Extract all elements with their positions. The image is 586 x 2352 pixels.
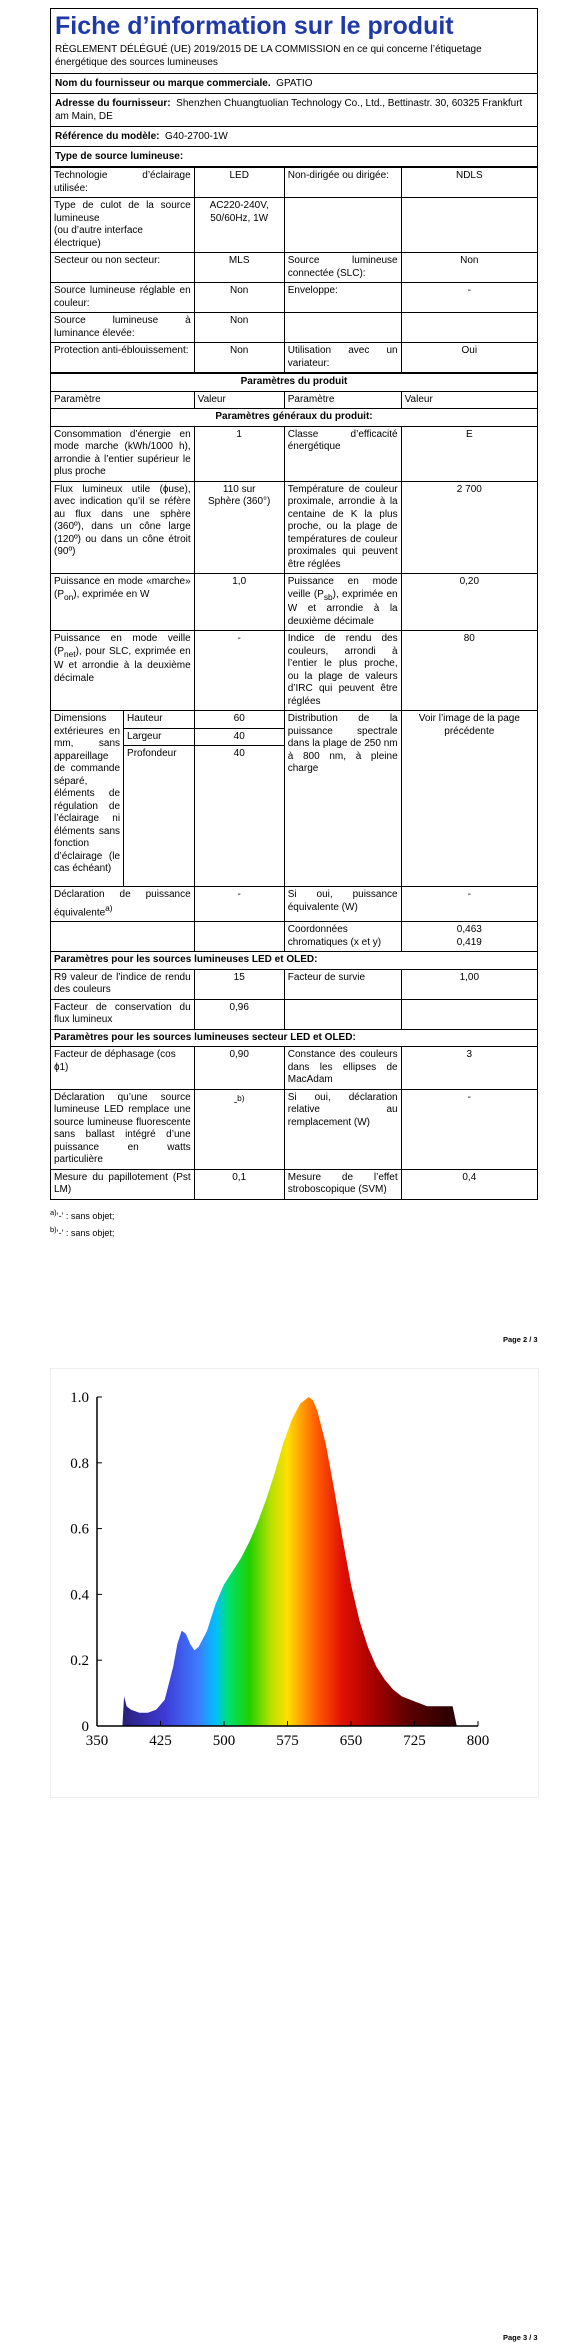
- footnote-b-ref: b): [237, 1092, 245, 1103]
- table-row: [51, 887, 538, 922]
- equivalent-power-if-yes-value: -: [401, 887, 537, 922]
- lumen-maintenance-value: 0,96: [194, 999, 284, 1029]
- replacement-claim-value: [194, 1089, 284, 1169]
- title-box: [50, 8, 538, 74]
- footnote-b-text: ‘-’ : sans objet;: [56, 1227, 115, 1238]
- footnote-a-text: ‘-’ : sans objet;: [56, 1210, 115, 1221]
- footnote-a-mark: a): [50, 1207, 57, 1217]
- x-tick-label: 800: [466, 1733, 490, 1749]
- spectral-distribution-label: Distribution de la puissance spectrale dans la plage de 250 nm à 800 nm, à pleine charge: [284, 711, 401, 887]
- chromaticity-value: [401, 922, 537, 952]
- column-header-value-2: Valeur: [401, 391, 537, 409]
- colour-tuneable-value: Non: [194, 283, 284, 313]
- table-row: [51, 168, 538, 198]
- cap-type-value-line1: AC220-240V,: [209, 200, 269, 211]
- height-value: 60: [194, 711, 284, 729]
- cct-value: 2 700: [401, 481, 537, 574]
- footnotes: [50, 1206, 538, 1240]
- source-type-heading: Type de source lumineuse:: [50, 147, 538, 167]
- depth-label: Profondeur: [124, 746, 195, 763]
- flicker-label: Mesure du papillotement (Pst LM): [51, 1169, 195, 1199]
- equivalent-power-value: -: [194, 887, 284, 922]
- model-value: G40-2700-1W: [165, 131, 228, 142]
- empty-cell: [51, 922, 195, 952]
- x-tick-label: 350: [85, 1733, 109, 1749]
- technology-value: LED: [194, 168, 284, 198]
- table-row: [51, 1169, 538, 1199]
- y-tick-label: 0.2: [70, 1653, 89, 1670]
- column-header-param-2: Paramètre: [284, 391, 401, 409]
- page-number-3: Page 3 / 3: [503, 2333, 538, 2342]
- networked-standby-label: [51, 631, 195, 711]
- networked-standby-label-post: ), pour SLC, exprimée en W et arrondie à la deuxième décimale: [54, 645, 191, 684]
- cap-type-value: [194, 198, 284, 253]
- cri-value: 80: [401, 631, 537, 711]
- x-tick-label: 575: [276, 1733, 299, 1749]
- supplier-address-row: [50, 94, 538, 127]
- footnote-a-ref: a): [105, 902, 113, 913]
- y-tick-label: 0.6: [70, 1521, 89, 1538]
- table-row: [51, 1047, 538, 1090]
- table-row: [51, 574, 538, 631]
- x-tick-label: 725: [403, 1733, 426, 1749]
- product-information-sheet: [50, 8, 538, 1240]
- stroboscopic-label: Mesure de l’effet stroboscopique (SVM): [284, 1169, 401, 1199]
- standby-power-label-sub: sb: [323, 591, 333, 602]
- table-row: [51, 391, 538, 409]
- product-parameters-table: [50, 373, 538, 1200]
- column-header-param: Paramètre: [51, 391, 195, 409]
- colour-consistency-value: 3: [401, 1047, 537, 1090]
- empty-cell: [284, 999, 401, 1029]
- replacement-claim-value-text: -: [233, 1097, 238, 1109]
- replacement-claim-label: Déclaration qu’une source lumineuse LED remplace une source lumineuse fluorescente sans ballast intégré d’une puissance en watts particulière: [51, 1089, 195, 1169]
- mains-led-parameters-heading: Paramètres pour les sources lumineuses secteur LED et OLED:: [51, 1029, 538, 1047]
- table-row: [51, 374, 538, 392]
- regulation-text: RÈGLEMENT DÉLÉGUÉ (UE) 2019/2015 DE LA COMMISSION en ce qui concerne l’étiquetage énergétique des sources lumineuses: [55, 44, 482, 68]
- empty-cell: [284, 198, 401, 253]
- on-mode-power-label-post: ), exprimée en W: [73, 588, 150, 600]
- led-parameters-heading: Paramètres pour les sources lumineuses LED et OLED:: [51, 952, 538, 970]
- mains-label: Secteur ou non secteur:: [51, 253, 195, 283]
- table-row: [51, 999, 538, 1029]
- table-row: [51, 253, 538, 283]
- table-row: [51, 313, 538, 343]
- flicker-value: 0,1: [194, 1169, 284, 1199]
- high-luminance-label: Source lumineuse à luminance élevée:: [51, 313, 195, 343]
- on-mode-power-label-sub: on: [64, 591, 74, 602]
- table-row: [51, 283, 538, 313]
- displacement-factor-value: 0,90: [194, 1047, 284, 1090]
- height-label: Hauteur: [124, 711, 195, 729]
- table-row: [51, 631, 538, 711]
- table-row: [51, 952, 538, 970]
- cri-label: Indice de rendu des couleurs, arrondi à l’entier le plus proche, ou la plage de valeurs d’IRC qui peuvent être réglées: [284, 631, 401, 711]
- supplier-name-label: Nom du fournisseur ou marque commerciale.: [55, 78, 271, 89]
- equivalent-power-label-text: Déclaration de puissance équivalente: [54, 889, 191, 918]
- empty-cell: [124, 763, 195, 887]
- table-row: [51, 1029, 538, 1047]
- x-tick-label: 650: [339, 1733, 363, 1749]
- page-number-2: Page 2 / 3: [503, 1335, 538, 1344]
- empty-cell: [401, 999, 537, 1029]
- column-header-value: Valeur: [194, 391, 284, 409]
- mains-value: MLS: [194, 253, 284, 283]
- width-value: 40: [194, 728, 284, 746]
- on-mode-power-value: 1,0: [194, 574, 284, 631]
- useful-flux-value-line2: Sphère (360°): [208, 496, 271, 507]
- equivalent-power-if-yes-label: Si oui, puissance équivalente (W): [284, 887, 401, 922]
- footnote-b-mark: b): [50, 1224, 57, 1234]
- networked-standby-label-text: Puissance en mode veille (P: [54, 633, 191, 657]
- displacement-factor-label: Facteur de déphasage (cos ɸ1): [51, 1047, 195, 1090]
- cap-type-label: [51, 198, 195, 253]
- energy-class-label: Classe d’efficacité énergétique: [284, 426, 401, 481]
- colour-tuneable-label: Source lumineuse réglable en couleur:: [51, 283, 195, 313]
- supplier-address-label: Adresse du fournisseur:: [55, 98, 171, 109]
- y-tick-label: 0.4: [70, 1587, 89, 1604]
- envelope-value: -: [401, 283, 537, 313]
- depth-value: 40: [194, 746, 284, 763]
- x-tick-label: 425: [149, 1733, 172, 1749]
- table-row: [51, 426, 538, 481]
- energy-class-value: E: [401, 426, 537, 481]
- useful-flux-value-line1: 110 sur: [222, 483, 256, 495]
- chromaticity-label: Coordonnées chromatiques (x et y): [284, 922, 401, 952]
- supplier-address-value: Shenzhen Chuangtuolian Technology Co., Ltd., Bettinastr. 30, 60325 Frankfurt am Main, DE: [55, 98, 523, 122]
- high-luminance-value: Non: [194, 313, 284, 343]
- connected-value: Non: [401, 253, 537, 283]
- dimmable-label: Utilisation avec un variateur:: [284, 343, 401, 373]
- source-type-table: [50, 167, 538, 373]
- equivalent-power-label: [51, 887, 195, 922]
- table-row: [51, 481, 538, 574]
- supplier-name-row: [50, 74, 538, 94]
- y-tick-label: 1.0: [70, 1390, 89, 1406]
- replacement-if-yes-label: Si oui, déclaration relative au remplacement (W): [284, 1089, 401, 1169]
- table-row: [51, 198, 538, 253]
- spectral-power-chart: [51, 1369, 538, 1797]
- table-row: [51, 343, 538, 373]
- standby-power-label-text: Puissance en mode veille (P: [287, 576, 398, 600]
- energy-consumption-value: 1: [194, 426, 284, 481]
- on-mode-power-label: [51, 574, 195, 631]
- directional-label: Non-dirigée ou dirigée:: [284, 168, 401, 198]
- general-parameters-heading: Paramètres généraux du produit:: [51, 409, 538, 427]
- page-title: Fiche d’information sur le produit: [55, 12, 454, 40]
- table-row: [51, 1089, 538, 1169]
- spectral-distribution-value: Voir l’image de la page précédente: [401, 711, 537, 887]
- stroboscopic-value: 0,4: [401, 1169, 537, 1199]
- networked-standby-label-sub: net: [64, 648, 76, 659]
- width-label: Largeur: [124, 728, 195, 746]
- anti-glare-value: Non: [194, 343, 284, 373]
- chromaticity-x: 0,463: [456, 924, 482, 936]
- technology-label: Technologie d’éclairage utilisée:: [51, 168, 195, 198]
- standby-power-value: 0,20: [401, 574, 537, 631]
- replacement-if-yes-value: -: [401, 1089, 537, 1169]
- table-row: [51, 922, 538, 952]
- table-row: [51, 711, 538, 729]
- networked-standby-value: -: [194, 631, 284, 711]
- dimensions-label: Dimensions extérieures en mm, sans appareillage de commande séparé, éléments de régulation de l’éclairage ni éléments sans fonction d’éclairage (le cas échéant): [51, 711, 124, 887]
- empty-cell: [194, 763, 284, 887]
- r9-label: R9 valeur de l’indice de rendu des couleurs: [51, 969, 195, 999]
- directional-value: NDLS: [401, 168, 537, 198]
- spectrum-figure: [50, 1368, 539, 1798]
- anti-glare-label: Protection anti-éblouissement:: [51, 343, 195, 373]
- chromaticity-y: 0,419: [456, 936, 482, 948]
- cap-type-label-line1: Type de culot de la source lumineuse: [54, 200, 191, 224]
- table-row: [51, 409, 538, 427]
- empty-cell: [194, 922, 284, 952]
- cap-type-label-line2: (ou d’autre interface électrique): [54, 225, 143, 249]
- supplier-name-value: GPATIO: [276, 78, 313, 89]
- useful-flux-label: Flux lumineux utile (ɸuse), avec indication qu’il se réfère au flux dans une sphère (360º), dans un cône large (120º) ou dans un cône étroit (90º): [51, 481, 195, 574]
- survival-factor-value: 1,00: [401, 969, 537, 999]
- energy-consumption-label: Consommation d’énergie en mode marche (kWh/1000 h), arrondie à l’entier supérieur le plus proche: [51, 426, 195, 481]
- x-tick-label: 500: [212, 1733, 236, 1749]
- model-label: Référence du modèle:: [55, 131, 160, 142]
- spectrum-area: [122, 1397, 456, 1726]
- y-tick-label: 0: [81, 1719, 89, 1735]
- table-row: [51, 969, 538, 999]
- survival-factor-label: Facteur de survie: [284, 969, 401, 999]
- r9-value: 15: [194, 969, 284, 999]
- footnote-b: [50, 1223, 538, 1240]
- empty-cell: [284, 313, 401, 343]
- y-tick-label: 0.8: [70, 1455, 89, 1472]
- dimmable-value: Oui: [401, 343, 537, 373]
- connected-label: Source lumineuse connectée (SLC):: [284, 253, 401, 283]
- model-row: [50, 127, 538, 147]
- product-parameters-heading: Paramètres du produit: [51, 374, 538, 392]
- cct-label: Température de couleur proximale, arrondie à la centaine de K la plus proche, ou la plage de températures de couleur proximales qui peuvent être réglées: [284, 481, 401, 574]
- standby-power-label: [284, 574, 401, 631]
- footnote-a: [50, 1206, 538, 1223]
- lumen-maintenance-label: Facteur de conservation du flux lumineux: [51, 999, 195, 1029]
- cap-type-value-line2: 50/60Hz, 1W: [210, 212, 269, 224]
- colour-consistency-label: Constance des couleurs dans les ellipses de MacAdam: [284, 1047, 401, 1090]
- on-mode-power-label-text: Puissance en mode «marche» (P: [54, 576, 191, 600]
- empty-cell: [401, 198, 537, 253]
- useful-flux-value: [194, 481, 284, 574]
- empty-cell: [401, 313, 537, 343]
- envelope-label: Enveloppe:: [284, 283, 401, 313]
- standby-power-label-post: ), exprimée en W et arrondie à la deuxième décimale: [287, 588, 398, 627]
